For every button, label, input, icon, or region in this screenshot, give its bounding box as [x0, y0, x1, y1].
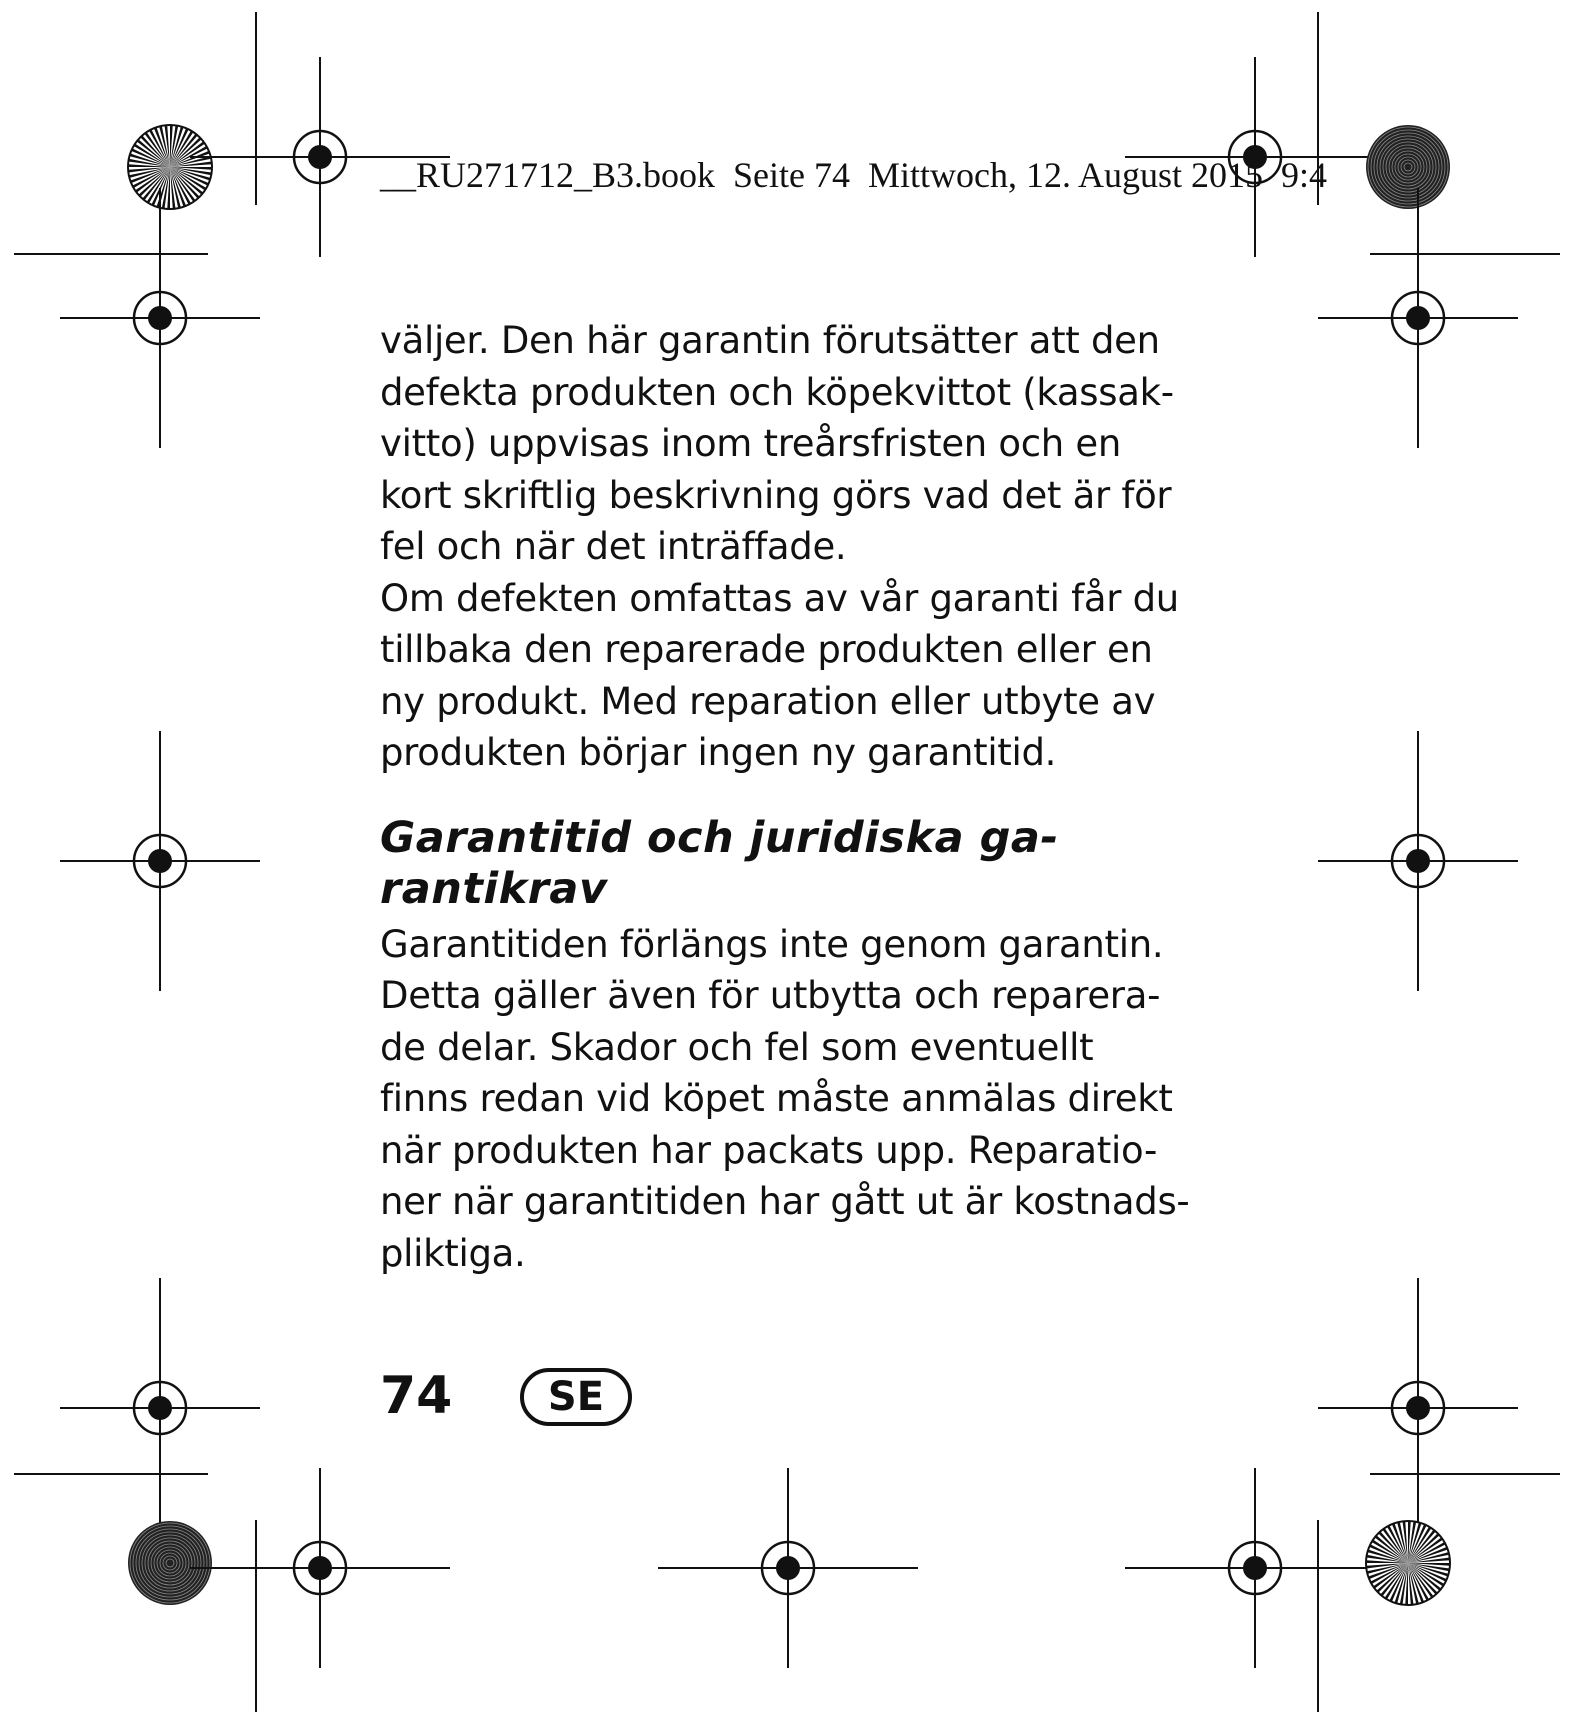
intro-paragraph [380, 315, 1180, 779]
page-number: 74 [380, 1366, 453, 1426]
registration-dot [1406, 1396, 1430, 1420]
registration-dot [308, 145, 332, 169]
ring-target-disc [1366, 125, 1450, 209]
text-line: produkten börjar ingen ny garantitid. [380, 731, 1057, 774]
page-content [380, 315, 1190, 1279]
registration-dot [308, 1556, 332, 1580]
registration-dot [1406, 306, 1430, 330]
country-badge: SE [520, 1368, 632, 1426]
text-line: tillbaka den reparerade produkten eller en [380, 628, 1153, 671]
registration-dot [1406, 849, 1430, 873]
text-line: ny produkt. Med reparation eller utbyte av [380, 679, 1156, 723]
text-line: pliktiga. [380, 1231, 526, 1275]
section-heading [380, 813, 1180, 915]
text-line: fel och när det inträffade. [380, 525, 847, 568]
heading-line: Garantitid och juridiska ga- [380, 812, 1059, 863]
text-line: defekta produkten och köpekvittot (kassak- [380, 370, 1174, 414]
registration-dot [776, 1556, 800, 1580]
ring-target-disc [128, 1521, 212, 1605]
text-line: väljer. Den här garantin förutsätter att den [380, 319, 1160, 362]
text-line: Om defekten omfattas av vår garanti får du [380, 576, 1179, 620]
text-line: finns redan vid köpet måste anmälas direkt [380, 1077, 1173, 1120]
registration-dot [148, 1396, 172, 1420]
text-line: Detta gäller även för utbytta och reparera- [380, 974, 1161, 1017]
text-line: de delar. Skador och fel som eventuellt [380, 1025, 1094, 1069]
registration-dot [148, 306, 172, 330]
heading-line: rantikrav [380, 863, 608, 914]
print-slug-header: __RU271712_B3.book Seite 74 Mittwoch, 12. August 2015 9:4 [380, 155, 1328, 195]
text-line: vitto) uppvisas inom treårsfristen och en [380, 422, 1121, 465]
text-line: när produkten har packats upp. Reparatio- [380, 1128, 1158, 1172]
registration-dot [1243, 1556, 1267, 1580]
text-line: Garantitiden förlängs inte genom garantin. [380, 922, 1164, 966]
text-line: kort skriftlig beskrivning görs vad det är för [380, 473, 1172, 517]
registration-dot [148, 849, 172, 873]
text-line: ner när garantitiden har gått ut är kostnads- [380, 1180, 1190, 1223]
section-paragraph [380, 919, 1190, 1280]
